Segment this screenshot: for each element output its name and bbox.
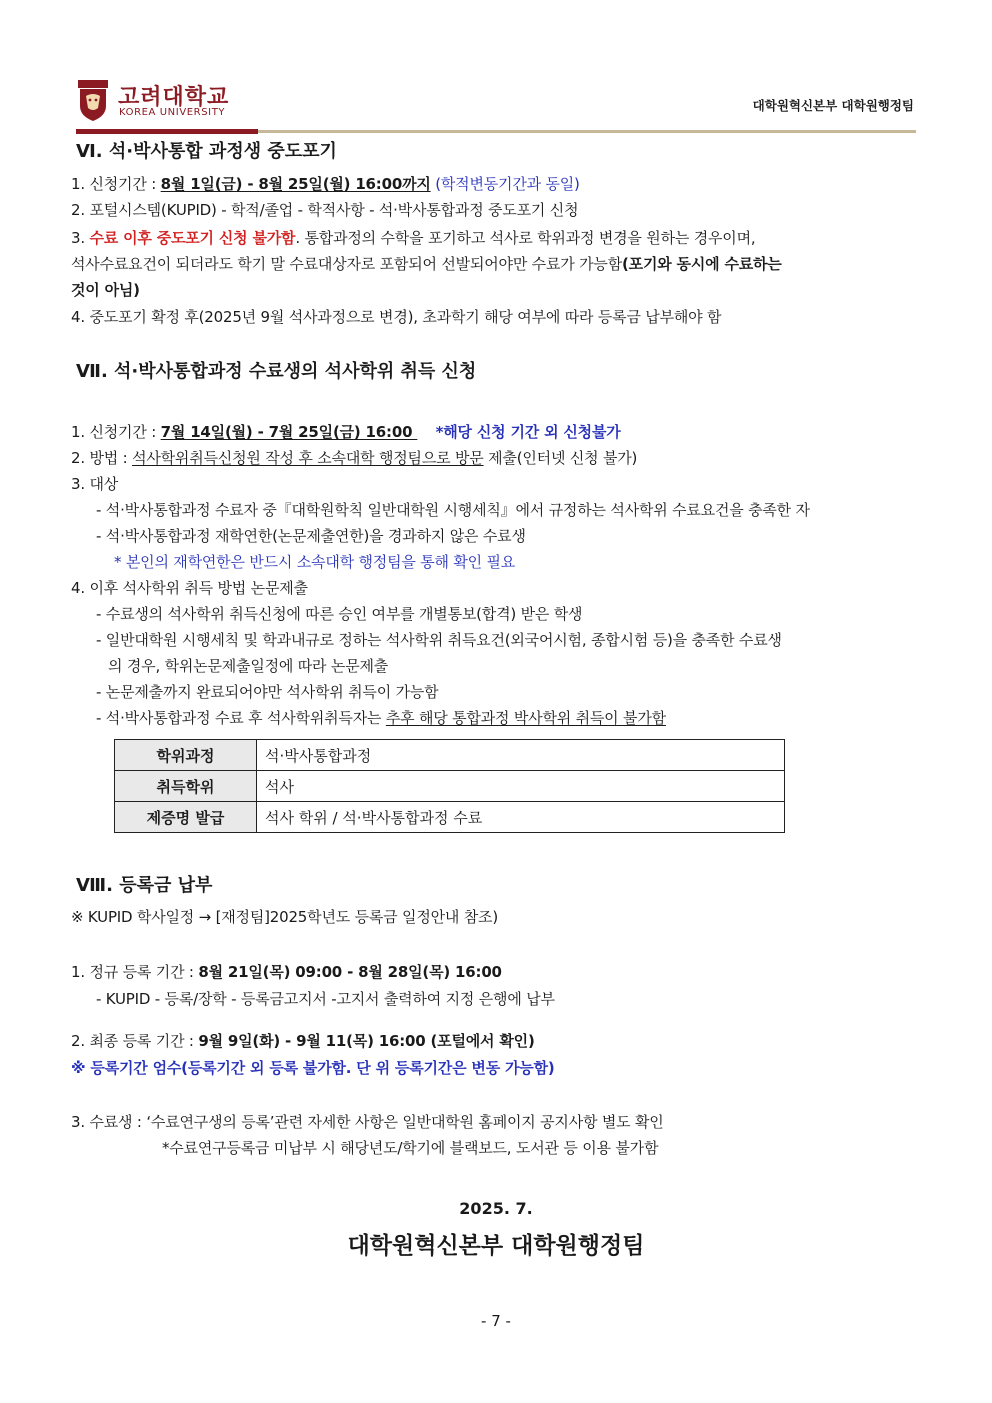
s7-line-1: 1. 신청기간 : 7월 14일(월) - 7월 25일(금) 16:00 *해당 신청 기간 외 신청불가 xyxy=(71,423,621,441)
header-department: 대학원혁신본부 대학원행정팀 xyxy=(752,98,914,113)
s7-line-12: - 석·박사통합과정 수료 후 석사학위취득자는 추후 해당 통합과정 박사학위 취득이 불가함 xyxy=(96,709,666,727)
table-value: 석사 xyxy=(257,771,785,802)
s8-line-5: 3. 수료생 : ‘수료연구생의 등록’관련 자세한 사항은 일반대학원 홈페이지 공지사항 별도 확인 xyxy=(71,1113,664,1131)
footer-department: 대학원혁신본부 대학원행정팀 xyxy=(347,1233,645,1259)
s8-line-1: 1. 정규 등록 기간 : 8월 21일(목) 09:00 - 8월 28일(목) 16:00 xyxy=(71,963,502,981)
s7-line-8: - 수료생의 석사학위 취득신청에 따른 승인 여부를 개별통보(합격) 받은 학생 xyxy=(96,605,583,623)
logo-english: KOREA UNIVERSITY xyxy=(119,107,226,118)
s7-line-7: 4. 이후 석사학위 취득 방법 논문제출 xyxy=(71,579,308,597)
s8-line-3: 2. 최종 등록 기간 : 9월 9일(화) - 9월 11(목) 16:00 (포털에서 확인) xyxy=(71,1032,535,1050)
header-rule-tan xyxy=(258,130,916,133)
table-value: 석사 학위 / 석·박사통합과정 수료 xyxy=(257,802,785,833)
s6-line-4: 석사수료요건이 되더라도 학기 말 수료대상자로 포함되어 선발되어야만 수료가 가능함(포기와 동시에 수료하는 xyxy=(71,255,782,273)
footer-date: 2025. 7. xyxy=(459,1199,533,1218)
table-row xyxy=(115,802,785,833)
s7-line-3: 3. 대상 xyxy=(71,475,119,493)
s7-line-10: 의 경우, 학위논문제출일정에 따라 논문제출 xyxy=(108,657,389,675)
section-6-title: Ⅵ. 석·박사통합 과정생 중도포기 xyxy=(76,141,337,162)
s6-line-1: 1. 신청기간 : 8월 1일(금) - 8월 25일(월) 16:00까지 (학적변동기간과 동일) xyxy=(71,175,580,193)
section-8-title: Ⅷ. 등록금 납부 xyxy=(76,875,213,896)
s8-line-4: ※ 등록기간 엄수(등록기간 외 등록 불가함. 단 위 등록기간은 변동 가능함) xyxy=(71,1059,555,1077)
page-number: - 7 - xyxy=(481,1312,511,1330)
table-key: 취득학위 xyxy=(115,771,257,802)
s6-line-5: 것이 아님) xyxy=(71,281,140,299)
s6-line-2: 2. 포털시스템(KUPID) - 학적/졸업 - 학적사항 - 석·박사통합과정 중도포기 신청 xyxy=(71,201,579,219)
s6-line-6: 4. 중도포기 확정 후(2025년 9월 석사과정으로 변경), 초과학기 해당 여부에 따라 등록금 납부해야 함 xyxy=(71,308,722,326)
s7-line-11: - 논문제출까지 완료되어야만 석사학위 취득이 가능함 xyxy=(96,683,439,701)
s7-line-2: 2. 방법 : 석사학위취득신청원 작성 후 소속대학 행정팀으로 방문 제출(인터넷 신청 불가) xyxy=(71,449,638,467)
s6-line-3: 3. 수료 이후 중도포기 신청 불가함. 통합과정의 수학을 포기하고 석사로 학위과정 변경을 원하는 경우이며, xyxy=(71,229,756,247)
table-row xyxy=(115,740,785,771)
table-key: 학위과정 xyxy=(115,740,257,771)
university-emblem-icon xyxy=(78,80,108,122)
header-rule-red xyxy=(76,129,258,134)
s8-line-6: *수료연구등록금 미납부 시 해당년도/학기에 블랙보드, 도서관 등 이용 불가함 xyxy=(162,1139,659,1157)
table-value: 석·박사통합과정 xyxy=(257,740,785,771)
logo-korean: 고려대학교 xyxy=(118,85,230,110)
s8-note: ※ KUPID 학사일정 → [재정팀]2025학년도 등록금 일정안내 참조) xyxy=(71,908,498,926)
section-7-title: Ⅶ. 석·박사통합과정 수료생의 석사학위 취득 신청 xyxy=(76,361,477,382)
table-row xyxy=(115,771,785,802)
s7-line-9: - 일반대학원 시행세칙 및 학과내규로 정하는 석사학위 취득요건(외국어시험, 종합시험 등)을 충족한 수료생 xyxy=(96,631,782,649)
s7-line-5: - 석·박사통합과정 재학연한(논문제출연한)을 경과하지 않은 수료생 xyxy=(96,527,526,545)
s7-line-6: * 본인의 재학연한은 반드시 소속대학 행정팀을 통해 확인 필요 xyxy=(114,553,516,571)
degree-info-table xyxy=(114,739,785,833)
s8-line-2: - KUPID - 등록/장학 - 등록금고지서 -고지서 출력하여 지정 은행에 납부 xyxy=(96,990,555,1008)
table-key: 제증명 발급 xyxy=(115,802,257,833)
s7-line-4: - 석·박사통합과정 수료자 중『대학원학칙 일반대학원 시행세칙』에서 규정하는 석사학위 수료요건을 충족한 자 xyxy=(96,501,810,519)
